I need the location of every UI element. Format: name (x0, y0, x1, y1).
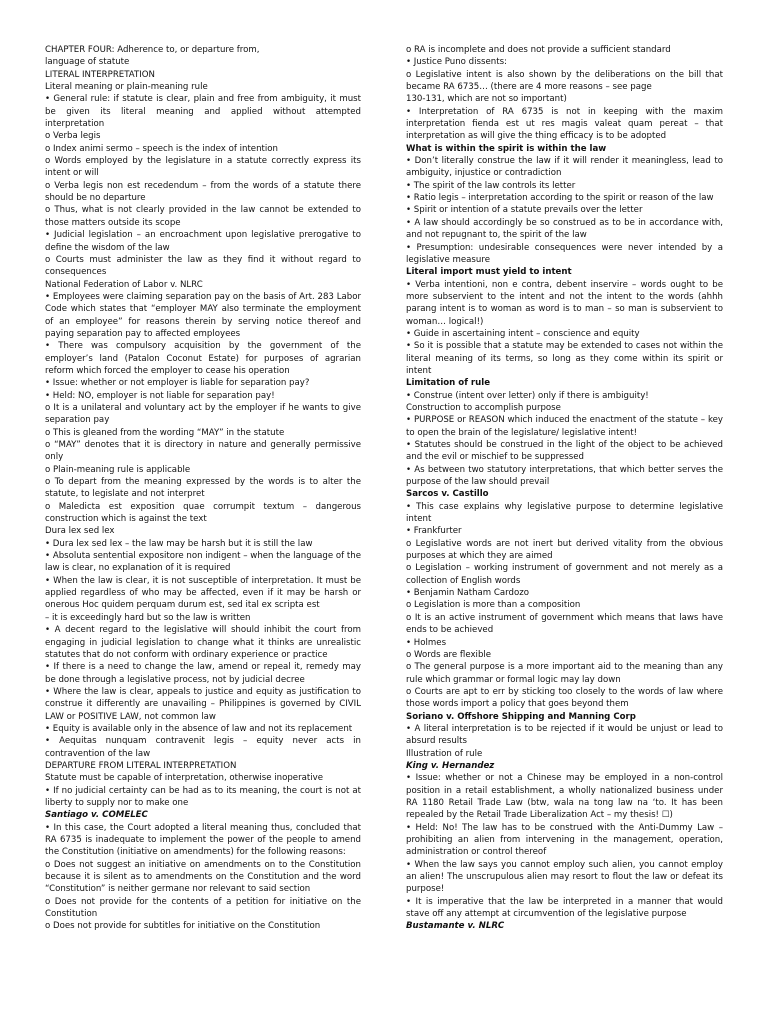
text-line: Statute must be capable of interpretation, otherwise inoperative (45, 773, 323, 784)
section-heading: Limitation of rule (406, 378, 491, 389)
section-heading: King v. Hernandez (406, 760, 495, 771)
text-line: • Construe (intent over letter) only if there is ambiguity! (406, 390, 649, 401)
text-line: • Presumption: undesirable consequences were never intended by a legislative measure (406, 242, 723, 265)
text-line: o Legislation – working instrument of government and not merely as a collection of English words (406, 563, 723, 586)
text-line: o Does not provide for the contents of a petition for initiative on the Constitution (45, 896, 361, 920)
text-line: • Aequitas nunquam contravenit legis – equity never acts in contravention of the law (45, 736, 361, 759)
text-line: o Verba legis non est recedendum – from the words of a statute there should be no departure (45, 180, 361, 204)
text-line: • General rule: if statute is clear, plain and free from ambiguity, it must be given its literal meaning and applied without attempted interpretation (45, 94, 361, 130)
text-line: • This case explains why legislative purpose to determine legislative intent (406, 501, 723, 525)
text-line: CHAPTER FOUR: Adherence to, or departure from, (45, 45, 260, 55)
text-line: o Index animi sermo – speech is the index of intention (45, 143, 279, 154)
right-column (406, 44, 723, 933)
text-line: o Maledicta est exposition quae corrumpit textum – dangerous construction which is against the text (45, 501, 361, 525)
text-line: o Verba legis (45, 131, 101, 142)
text-line: o It is an active instrument of government which means that laws have ends to be achieved (406, 612, 723, 636)
text-line: – it is exceedingly hard but so the law is written (45, 612, 251, 623)
text-line: • Guide in ascertaining intent – conscience and equity (406, 328, 640, 339)
section-heading: Bustamante v. NLRC (406, 921, 505, 932)
text-line: • It is imperative that the law be interpreted in a manner that would stave off any attempt at circumvention of the legislative purpose (406, 896, 723, 920)
text-line: o To depart from the meaning expressed by the words is to alter the statute, to legislate and not interpret (45, 477, 361, 500)
text-line: • Issue: whether or not employer is liable for separation pay? (45, 378, 310, 389)
text-line: • Absoluta sentential expositore non indigent – when the language of the law is clear, no explanation of it is required (45, 551, 361, 574)
text-line: • A law should accordingly be so construed as to be in accordance with, and not repugnant to, the spirit of the law (406, 217, 723, 241)
text-line: o RA is incomplete and does not provide a sufficient standard (406, 45, 671, 55)
text-line: • A literal interpretation is to be rejected if it would be unjust or lead to absurd results (406, 723, 723, 747)
text-line: • There was compulsory acquisition by the government of the employer’s land (Patalon Coconut Estate) for purposes of agrarian reform which forced the employer to cease his operation (45, 341, 361, 376)
text-line: • Ratio legis – interpretation according to the spirit or reason of the law (406, 193, 714, 204)
text-line: • As between two statutory interpretations, that which better serves the purpose of the law should prevail (406, 464, 723, 488)
text-line: • Verba intentioni, non e contra, debent inservire – words ought to be more subservient to the intent and not the intent to the words (ahhh parang intent is to woman as word is to man – so man is subservient to woman… logical!) (406, 279, 723, 327)
text-line: Construction to accomplish purpose (406, 402, 561, 413)
text-line: o Legislation is more than a composition (406, 600, 581, 611)
text-line: o Courts must administer the law as they find it without regard to consequences (45, 254, 361, 278)
text-line: DEPARTURE FROM LITERAL INTERPRETATION (45, 760, 237, 771)
text-line: • If no judicial certainty can be had as to its meaning, the court is not at liberty to supply nor to make one (45, 785, 361, 808)
text-line: • Interpretation of RA 6735 is not in keeping with the maxim interpretation fienda est ut res magis valeat quam pereat – that interpretation as will give the thing efficacy is to be adopted (406, 106, 723, 142)
text-line: • Where the law is clear, appeals to justice and equity as justification to construe it differently are unavailing – Philippines is governed by CIVIL LAW or POSITIVE LAW, not common law (45, 686, 361, 722)
text-line: o Words are flexible (406, 649, 492, 660)
text-line: • So it is possible that a statute may be extended to cases not within the literal meaning of its terms, so long as they come within its spirit or intent (406, 341, 723, 376)
text-line: o Plain-meaning rule is applicable (45, 464, 191, 475)
text-line: • Holmes (406, 637, 447, 648)
section-heading: Sarcos v. Castillo (406, 489, 489, 500)
text-line: • Held: NO, employer is not liable for separation pay! (45, 390, 275, 401)
text-line: LITERAL INTERPRETATION (45, 69, 155, 80)
text-line: • If there is a need to change the law, amend or repeal it, remedy may be done through a legislative process, not by judicial decree (45, 662, 361, 685)
text-line: o Does not suggest an initiative on amendments on to the Constitution because it is silent as to amendments on the Constitution and the word “Constitution” is neither germane nor relevant to said section (45, 859, 361, 895)
text-line: o It is a unilateral and voluntary act by the employer if he wants to give separation pay (45, 402, 361, 426)
text-line: • Justice Puno dissents: (406, 57, 507, 68)
section-heading: What is within the spirit is within the law (406, 143, 607, 154)
text-line: National Federation of Labor v. NLRC (45, 279, 203, 290)
text-line: • When the law is clear, it is not susceptible of interpretation. It must be applied regardless of who may be affected, even if it may be harsh or onerous Hoc quidem perquam durum est, sed ital ex scripta est (45, 575, 361, 611)
text-line: o Words employed by the legislature in a statute correctly express its intent or will (45, 156, 361, 179)
text-line: o This is gleaned from the wording “MAY” in the statute (45, 427, 285, 438)
section-heading: Soriano v. Offshore Shipping and Manning Corp (406, 711, 636, 722)
text-line: • Don’t literally construe the law if it will render it meaningless, lead to ambiguity, injustice or contradiction (406, 156, 723, 179)
text-line: • Benjamin Natham Cardozo (406, 588, 530, 599)
text-line: o Does not provide for subtitles for initiative on the Constitution (45, 921, 321, 932)
text-line: Dura lex sed lex (45, 526, 115, 537)
text-line: • Dura lex sed lex – the law may be harsh but it is still the law (45, 538, 313, 549)
text-line: • A decent regard to the legislative will should inhibit the court from engaging in judicial legislation to change what it thinks are unrealistic statutes that do not conform with ordinary experience or practice (45, 625, 361, 660)
text-line: o Legislative words are not inert but derived vitality from the obvious purposes at which they are aimed (406, 538, 723, 562)
text-line: • PURPOSE or REASON which induced the enactment of the statute – key to open the brain of the legislature/ legislative intent! (406, 415, 723, 438)
text-line: Illustration of rule (406, 748, 483, 759)
text-line: Literal meaning or plain-meaning rule (45, 82, 208, 93)
text-line: • Spirit or intention of a statute prevails over the letter (406, 205, 643, 216)
text-line: o Thus, what is not clearly provided in the law cannot be extended to those matters outside its scope (45, 205, 361, 228)
text-line: • The spirit of the law controls its letter (406, 180, 576, 191)
section-heading: Santiago v. COMELEC (45, 810, 148, 821)
text-line: o Legislative intent is also shown by the deliberations on the bill that became RA 6735… (there are 4 more reasons – see page (406, 69, 723, 93)
text-line: o The general purpose is a more important aid to the meaning than any rule which grammar or formal logic may lay down (406, 662, 723, 685)
text-line: language of statute (45, 57, 130, 68)
text-line: • Issue: whether or not a Chinese may be employed in a non-control position in a retail establishment, a wholly nationalized business under RA 1180 Retail Trade Law (btw, wala na tong law na ‘to. It has been repealed by the Retail Trade Liberalization Act – my thesis! ☐) (406, 773, 723, 821)
text-line: 130-131, which are not so important) (406, 94, 567, 105)
text-line: • Frankfurter (406, 526, 462, 537)
text-line: • Employees were claiming separation pay on the basis of Art. 283 Labor Code which states that “employer MAY also terminate the employment of an employee” for reasons therein by serving notice thereof and paying separation pay to affected employees (45, 291, 361, 339)
text-line: • Equity is available only in the absence of law and not its replacement (45, 723, 353, 734)
text-line: o Courts are apt to err by sticking too closely to the words of law where those words import a policy that goes beyond them (406, 686, 723, 710)
text-line: • Held: No! The law has to be construed with the Anti-Dummy Law – prohibiting an alien from intervening in the management, operation, administration or control thereof (406, 822, 723, 858)
text-line: • Judicial legislation – an encroachment upon legislative prerogative to define the wisdom of the law (45, 230, 361, 253)
section-heading: Literal import must yield to intent (406, 267, 572, 278)
text-line: o “MAY” denotes that it is directory in nature and generally permissive only (45, 440, 361, 463)
text-line: • Statutes should be construed in the light of the object to be achieved and the evil or mischief to be suppressed (406, 440, 723, 463)
left-column (45, 44, 361, 933)
text-line: • In this case, the Court adopted a literal meaning thus, concluded that RA 6735 is inadequate to implement the power of the people to amend the Constitution (initiative on amendments) for the following reasons: (45, 822, 361, 858)
text-line: • When the law says you cannot employ such alien, you cannot employ an alien! The unscrupulous alien may resort to flout the law or defeat its purpose! (406, 859, 723, 895)
